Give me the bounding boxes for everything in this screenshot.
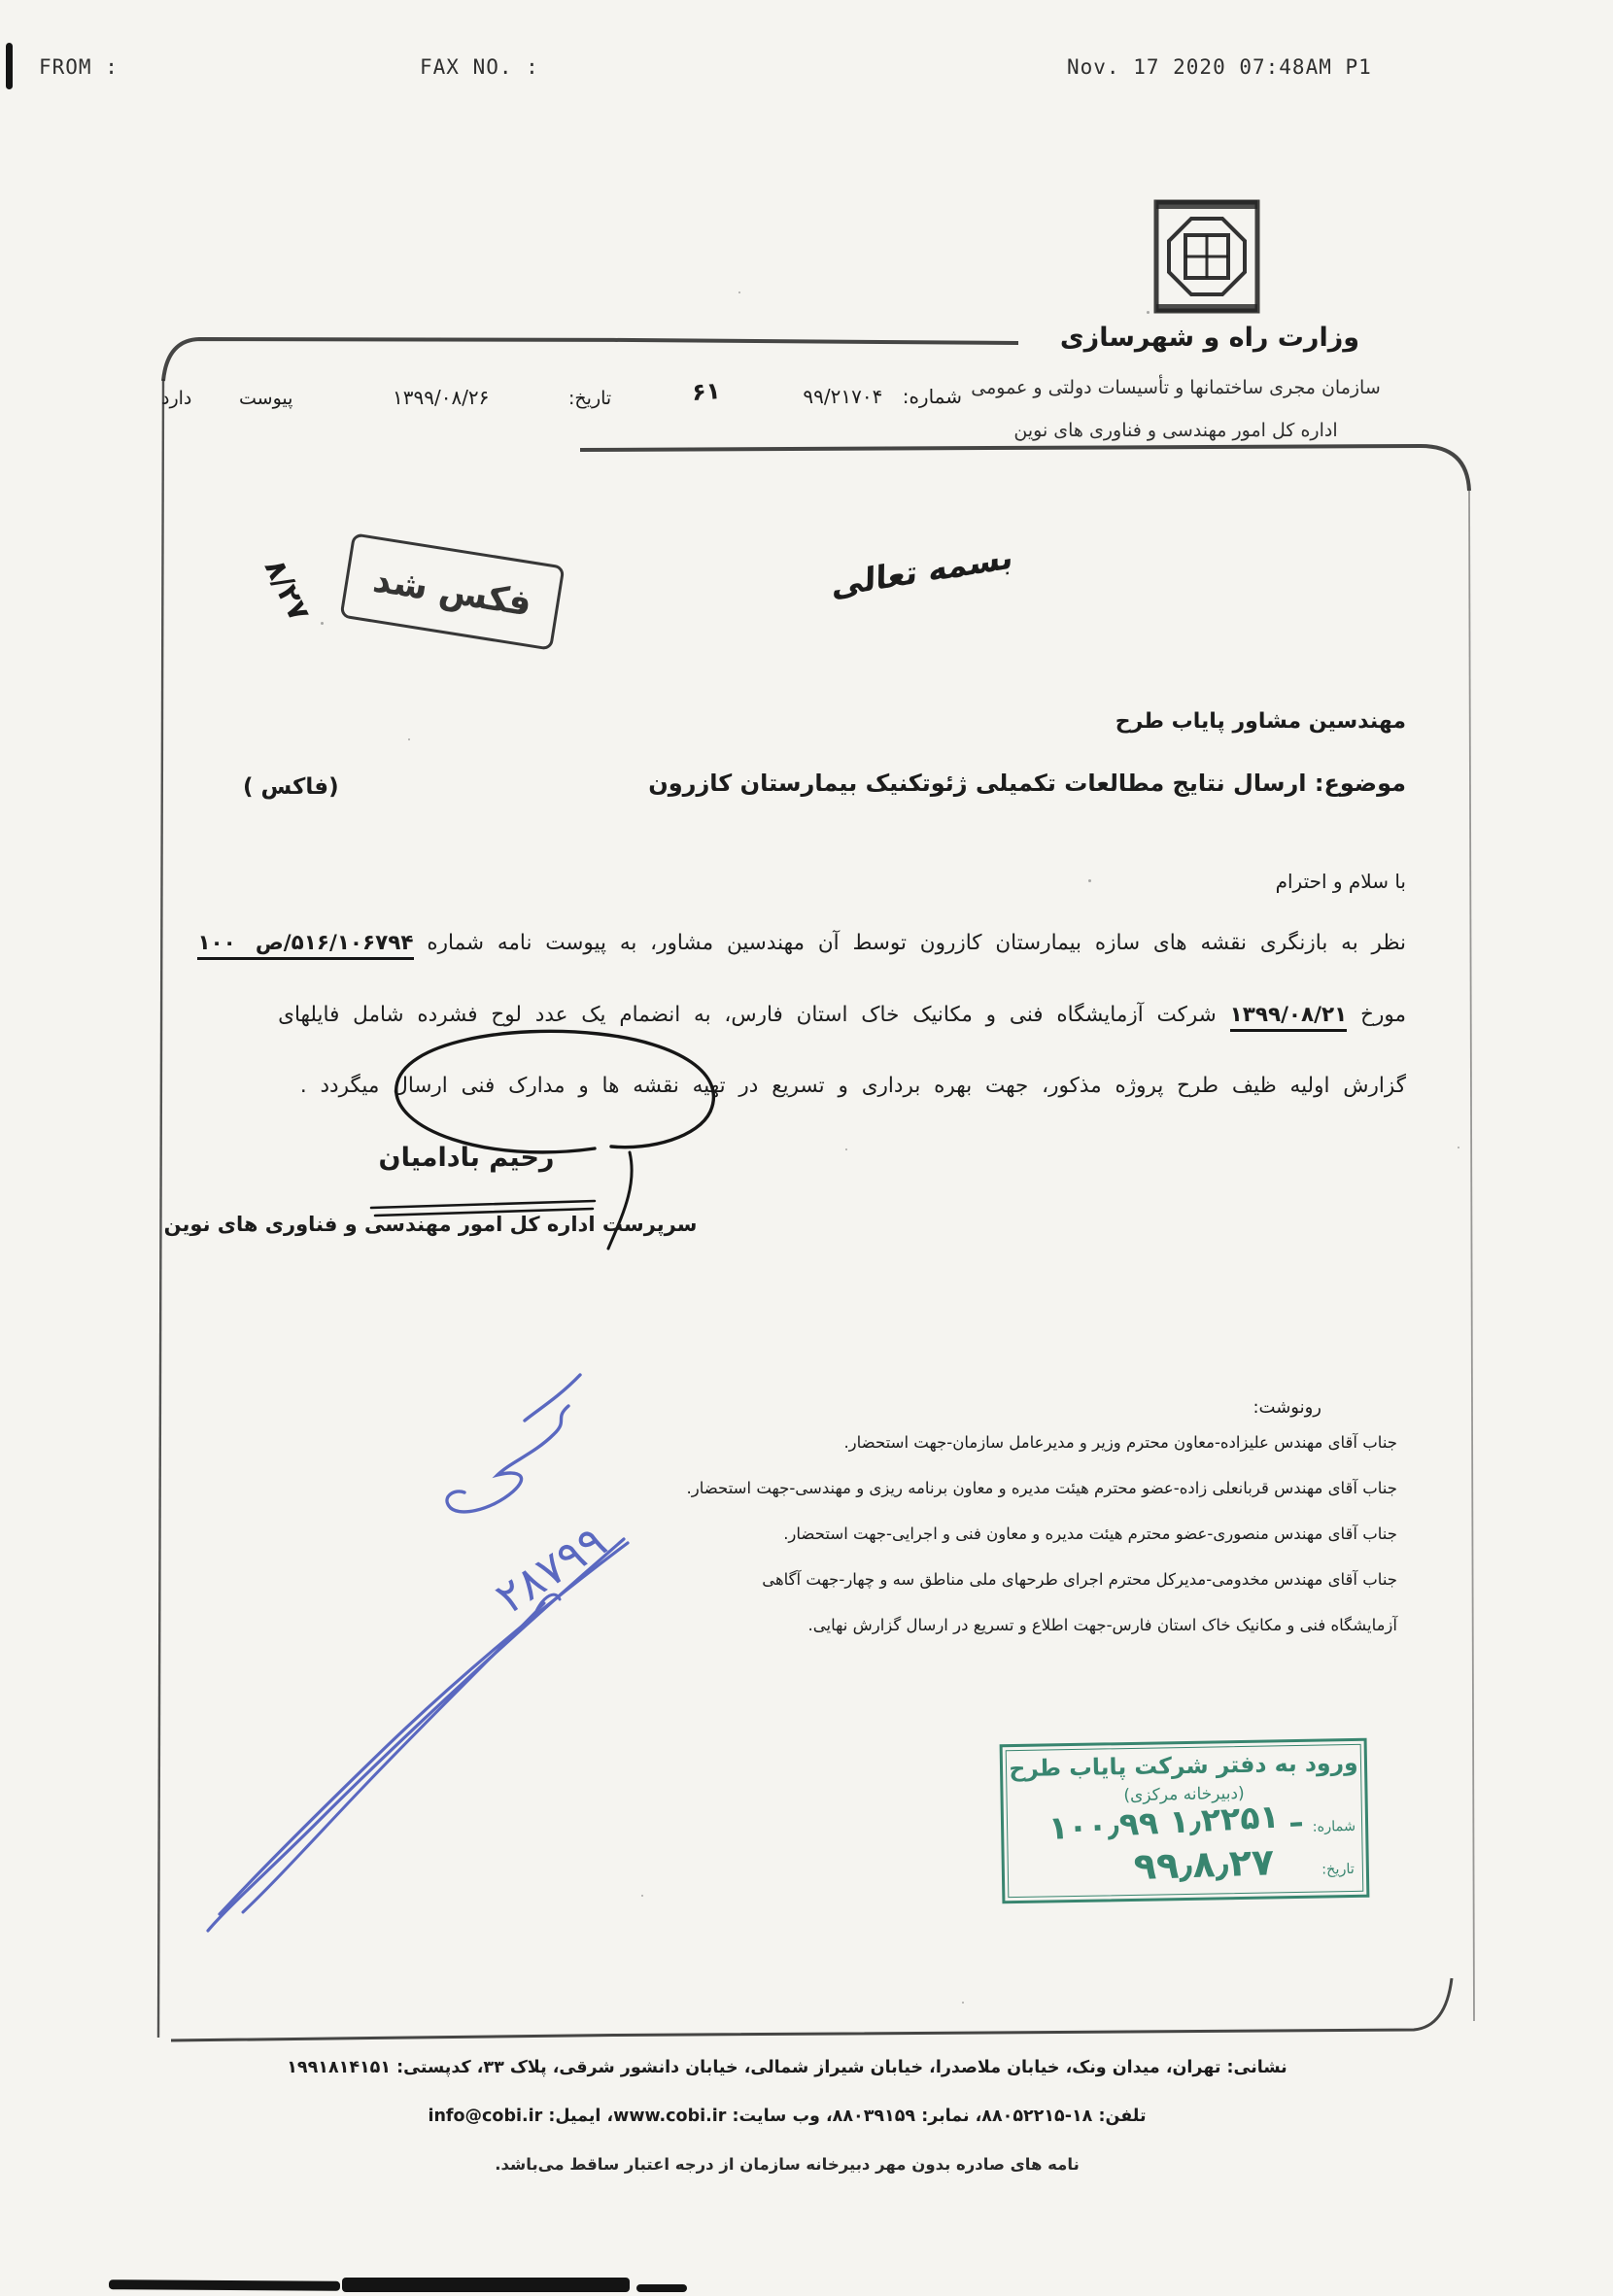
ministry-title: وزارت راه و شهرسازی [1059,323,1360,353]
faxed-stamp-handwritten-date: ۸/۲۷ [257,554,317,627]
body-line-2-post: شرکت آزمایشگاه فنی و مکانیک خاک استان فارس، به انضمام یک عدد لوح فشرده شامل فایلهای [278,1003,1230,1027]
scan-speck [408,738,410,740]
blue-long-stroke-3 [243,1594,560,1912]
signer-name: رحیم بادامیان [378,1143,555,1173]
scan-speck [845,1148,847,1150]
fax-number-label: FAX NO. : [420,55,539,79]
fax-note: (فاکس ) [243,774,339,800]
fax-timestamp: Nov. 17 2020 07:48AM P1 [1067,55,1372,79]
attachment-label: پیوست [239,388,293,409]
blue-scribble-word [447,1375,580,1512]
body-reference-number-suffix: ۱۰۰ [197,931,236,955]
department-name: اداره کل امور مهندسی و فناوری های نوین [1013,420,1338,441]
scan-smudge-bottom-3 [636,2284,687,2292]
scan-smudge-bottom-1 [109,2279,340,2291]
cc-item-1: جناب آقای مهندس علیزاده-معاون محترم وزیر و مدیرعامل سازمان-جهت استحضار. [843,1433,1397,1452]
organization-name: سازمان مجری ساختمانها و تأسیسات دولتی و عمومی [971,377,1381,398]
scan-speck [1088,879,1091,882]
scan-speck [321,622,324,625]
entry-stamp-subtitle: (دبیرخانه مرکزی) [1123,1783,1245,1806]
entry-stamp-date-label: تاریخ: [1321,1861,1356,1878]
scan-smudge-bottom-2 [342,2278,630,2292]
cc-item-3: جناب آقای مهندس منصوری-عضو محترم هیئت مدیره و معاون فنی و اجرایی-جهت استحضار. [783,1525,1397,1543]
body-reference-date: ۱۳۹۹/۰۸/۲۱ [1230,1003,1348,1032]
attachment-value: دارد [161,388,192,409]
signer-title: سرپرست اداره کل امور مهندسی و فناوری های نوین [163,1213,698,1236]
greeting-line: با سلام و احترام [1275,870,1406,893]
entry-stamp-date-value: ۹۹٫۸٫۲۷ [1132,1840,1275,1889]
date-value: ۱۳۹۹/۰۸/۲۶ [393,386,490,409]
scan-smudge-left-edge [6,43,13,89]
ref-number-handwritten: ۶۱ [691,377,722,406]
entry-stamp [1000,1738,1370,1904]
cc-item-2: جناب آقای مهندس قربانعلی زاده-عضو محترم هیئت مدیره و معاون برنامه ریزی و مهندسی-جهت استحضار. [686,1479,1397,1497]
body-line-2-pre: مورخ [1347,1003,1406,1027]
scan-speck [738,291,740,293]
footer-contact: تلفن: ۱۸-۸۸۰۵۲۲۱۵، نمابر: ۸۸۰۳۹۱۵۹، وب سایت: www.cobi.ir، ایمیل: info@cobi.ir [428,2107,1147,2126]
besmele-calligraphy: بسمه تعالی [831,536,1013,605]
cc-item-5: آزمایشگاه فنی و مکانیک خاک استان فارس-جهت اطلاع و تسریع در ارسال گزارش نهایی. [807,1616,1397,1634]
entry-stamp-number-label: شماره: [1312,1818,1356,1835]
body-line-1-text: نظر به بازنگری نقشه های سازه بیمارستان کازرون توسط آن مهندسین مشاور، به پیوست نامه شماره [413,931,1406,955]
scan-speck [641,1895,643,1897]
cc-item-4: جناب آقای مهندس مخدومی-مدیرکل محترم اجرای طرحهای ملی مناطق سه و چهار-جهت آگاهی [762,1570,1397,1589]
recipient-line: مهندسین مشاور پایاب طرح [1115,709,1406,734]
date-label: تاریخ: [568,388,612,409]
ref-number-label: شماره: [902,385,962,408]
scan-speck [962,2002,964,2004]
subject-line: موضوع: ارسال نتایج مطالعات تکمیلی ژئوتکنیک بیمارستان کازرون [648,770,1406,797]
faxed-stamp-text: فکس شد [370,559,534,625]
entry-stamp-title: ورود به دفتر شرکت پایاب طرح [1009,1748,1358,1783]
footer-disclaimer: نامه های صادره بدون مهر دبیرخانه سازمان از درجه اعتبار ساقط می‌باشد. [495,2155,1080,2174]
fax-from-label: FROM : [39,55,119,79]
entry-stamp-number-value: ۱۰۰٫۹۹ ـ ۱٫۲۲۵۱ [1047,1796,1302,1847]
body-line-3: گزارش اولیه ظیف طرح پروژه مذکور، جهت بهره برداری و تسریع در تهیه نقشه ها و مدارک فنی ارسال میگردد . [299,1074,1406,1098]
scan-speck [1147,311,1150,314]
footer-address: نشانی: تهران، میدان ونک، خیابان ملاصدرا، خیابان شیراز شمالی، خیابان دانشور شرقی، پلاک ۳۳، کدپستی: ۱۹۹۱۸۱۴۱۵۱ [287,2058,1287,2077]
ref-number-value: ۹۹/۲۱۷۰۴ [803,385,883,408]
blue-handwritten-number: ۲۸۷۹۹ [486,1514,616,1625]
scan-speck [1458,1147,1459,1148]
body-reference-number-main: ۵۱۶/۱۰۶۷۹۴/ص [255,931,414,955]
cc-label: رونوشت: [1253,1397,1321,1418]
